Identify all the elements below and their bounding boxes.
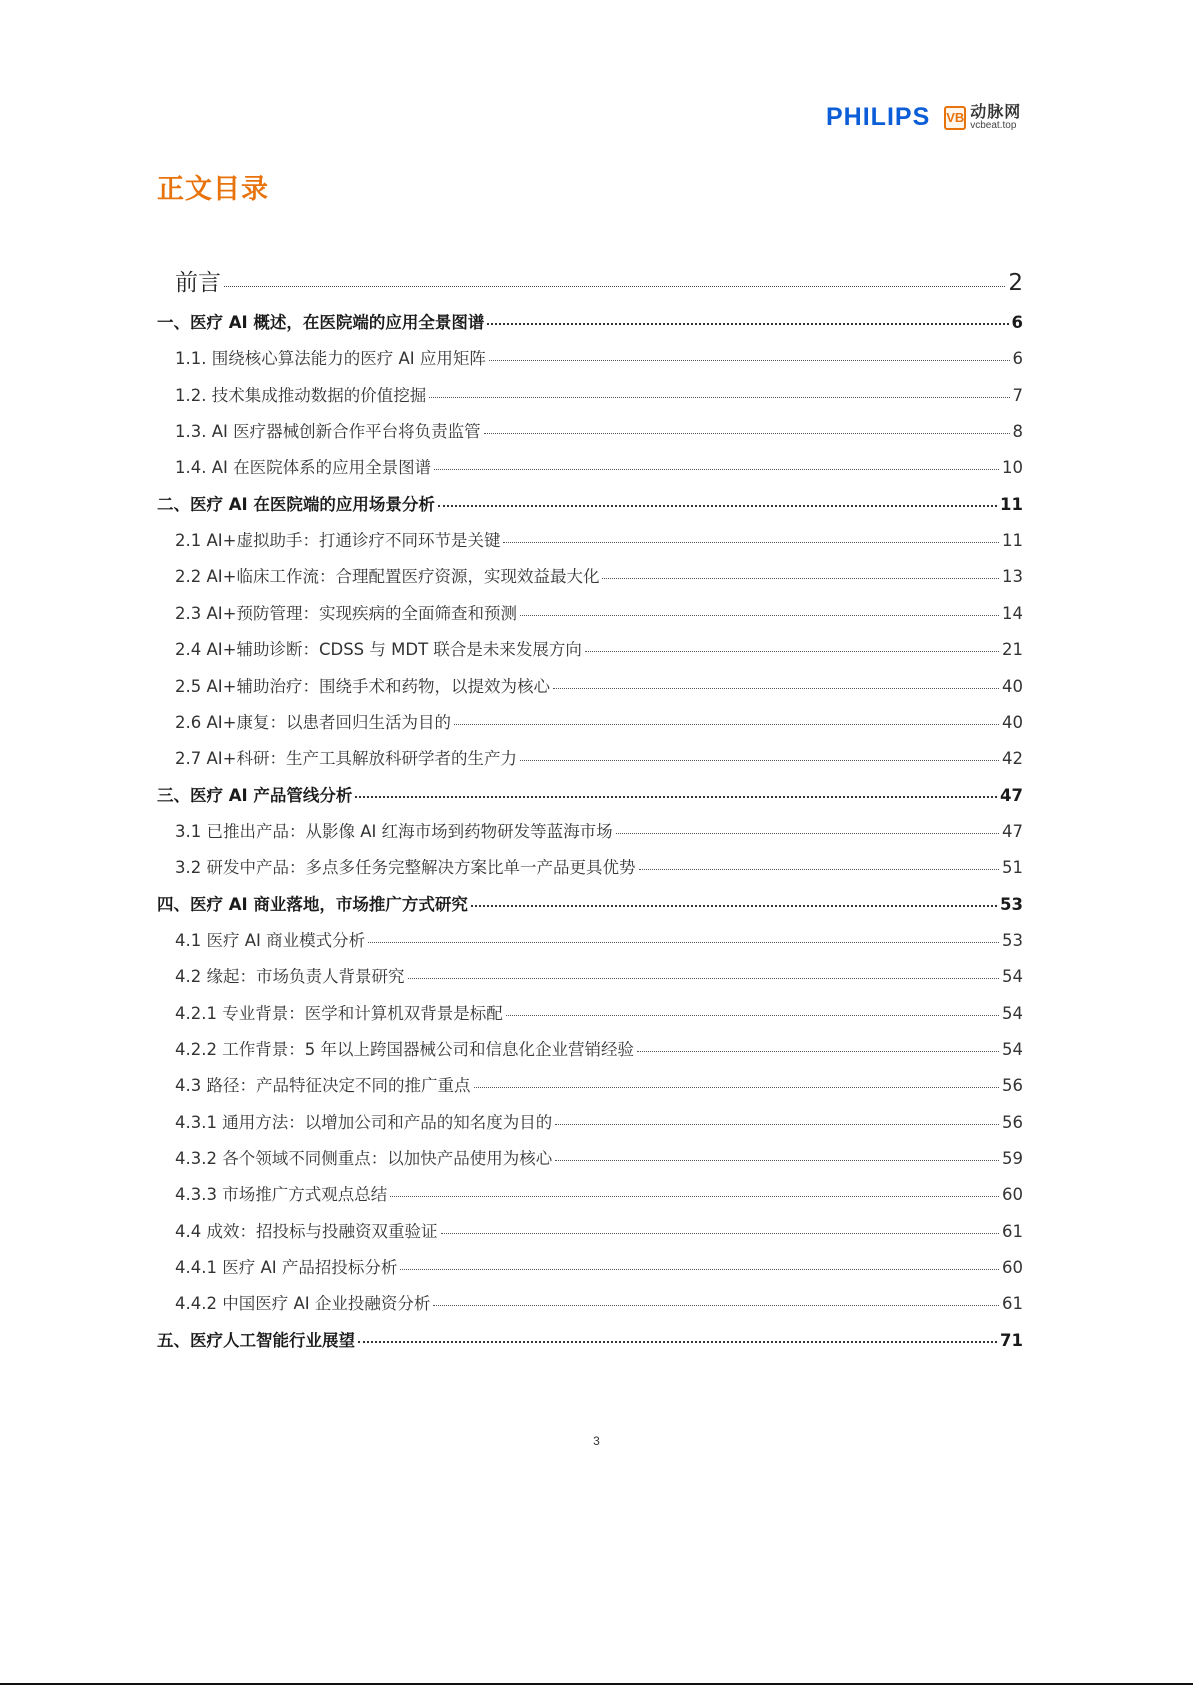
toc-entry-page: 2	[1008, 270, 1023, 296]
toc-dot-leader	[408, 978, 1000, 979]
toc-entry[interactable]	[175, 1290, 1023, 1314]
toc-entry[interactable]	[175, 1181, 1023, 1205]
vcbeat-url: vcbeat.top	[970, 120, 1017, 131]
toc-entry-page: 10	[1002, 458, 1023, 478]
toc-dot-leader	[555, 1124, 999, 1125]
toc-entry-page: 11	[1002, 531, 1023, 551]
toc-entry-label: 二、医疗 AI 在医院端的应用场景分析	[157, 494, 435, 514]
toc-dot-leader	[555, 1160, 999, 1161]
toc-entry-label: 4.3.2 各个领域不同侧重点：以加快产品使用为核心	[175, 1149, 553, 1169]
toc-entry[interactable]	[157, 491, 1023, 515]
toc-entry-label: 2.4 AI+辅助诊断：CDSS 与 MDT 联合是未来发展方向	[175, 640, 582, 660]
philips-logo: PHILIPS	[826, 103, 931, 131]
toc-entry-page: 11	[1000, 494, 1023, 514]
toc-entry[interactable]	[175, 345, 1023, 369]
vcbeat-name: 动脉网	[970, 102, 1022, 121]
vcbeat-logo-text	[970, 104, 1021, 131]
toc-dot-leader	[400, 1269, 999, 1270]
page-title: 正文目录	[157, 174, 269, 205]
toc-entry-label: 2.5 AI+辅助治疗：围绕手术和药物，以提效为核心	[175, 676, 550, 696]
toc-dot-leader	[471, 905, 997, 907]
toc-dot-leader	[503, 542, 999, 543]
toc-entry-page: 56	[1002, 1112, 1023, 1132]
toc-entry[interactable]	[175, 382, 1023, 406]
toc-entry-label: 1.3. AI 医疗器械创新合作平台将负责监管	[175, 422, 481, 442]
toc-entry-label: 4.4.1 医疗 AI 产品招投标分析	[175, 1258, 398, 1278]
toc-entry-label: 4.2 缘起：市场负责人背景研究	[175, 967, 405, 987]
toc-entry-label: 2.3 AI+预防管理：实现疾病的全面筛查和预测	[175, 603, 517, 623]
toc-dot-leader	[602, 578, 999, 579]
toc-dot-leader	[553, 688, 999, 689]
toc-entry-page: 54	[1002, 1040, 1023, 1059]
toc-entry[interactable]	[157, 891, 1023, 915]
toc-dot-leader	[368, 942, 999, 943]
toc-dot-leader	[520, 615, 999, 616]
toc-entry[interactable]	[175, 264, 1023, 297]
toc-entry[interactable]	[157, 1327, 1023, 1351]
toc-entry-page: 6	[1012, 349, 1023, 369]
toc-entry[interactable]	[175, 1254, 1023, 1278]
toc-dot-leader	[429, 397, 1009, 398]
header-logos	[826, 104, 1021, 131]
toc-entry[interactable]	[175, 454, 1023, 478]
toc-dot-leader	[358, 1341, 997, 1343]
toc-entry-page: 60	[1002, 1185, 1023, 1205]
toc-entry[interactable]	[175, 709, 1023, 733]
toc-entry[interactable]	[175, 927, 1023, 951]
toc-entry[interactable]	[175, 745, 1023, 769]
toc-entry[interactable]	[157, 782, 1023, 806]
toc-entry-page: 6	[1011, 313, 1023, 332]
toc-entry-label: 2.7 AI+科研：生产工具解放科研学者的生产力	[175, 749, 517, 769]
toc-entry-page: 54	[1002, 1003, 1023, 1023]
toc-entry-label: 4.2.1 专业背景：医学和计算机双背景是标配	[175, 1003, 503, 1023]
toc-entry-label: 五、医疗人工智能行业展望	[157, 1330, 355, 1350]
toc-dot-leader	[489, 360, 1010, 361]
toc-entry-page: 14	[1002, 603, 1023, 623]
toc-entry-page: 53	[1002, 930, 1023, 950]
toc-entry-label: 4.4.2 中国医疗 AI 企业投融资分析	[175, 1294, 431, 1314]
toc-entry[interactable]	[175, 1145, 1023, 1169]
toc-entry-page: 40	[1002, 676, 1023, 696]
toc-entry-label: 4.3 路径：产品特征决定不同的推广重点	[175, 1076, 471, 1096]
toc-entry[interactable]	[175, 854, 1023, 878]
toc-entry-page: 60	[1002, 1258, 1023, 1278]
toc-entry[interactable]	[175, 527, 1023, 551]
toc-entry[interactable]	[157, 309, 1023, 333]
toc-entry-label: 4.1 医疗 AI 商业模式分析	[175, 930, 366, 950]
toc-entry[interactable]	[175, 600, 1023, 624]
toc-entry-page: 47	[1002, 821, 1023, 841]
toc-entry-label: 2.6 AI+康复：以患者回归生活为目的	[175, 712, 451, 732]
toc-dot-leader	[484, 433, 1010, 434]
toc-entry-page: 7	[1012, 385, 1023, 405]
toc-dot-leader	[474, 1087, 1000, 1088]
toc-entry-page: 51	[1002, 858, 1023, 878]
toc-entry-label: 四、医疗 AI 商业落地，市场推广方式研究	[157, 894, 468, 914]
toc-dot-leader	[441, 1233, 1000, 1234]
toc-entry-page: 40	[1002, 712, 1023, 732]
toc-entry[interactable]	[175, 1072, 1023, 1096]
toc-dot-leader	[434, 469, 999, 470]
toc-dot-leader	[585, 651, 999, 652]
toc-entry-label: 2.2 AI+临床工作流：合理配置医疗资源，实现效益最大化	[175, 567, 600, 587]
toc-entry-label: 3.2 研发中产品：多点多任务完整解决方案比单一产品更具优势	[175, 858, 636, 878]
toc-dot-leader	[355, 796, 997, 798]
toc-entry-label: 1.1. 围绕核心算法能力的医疗 AI 应用矩阵	[175, 349, 486, 369]
toc-dot-leader	[438, 505, 997, 507]
toc-entry-page: 61	[1002, 1294, 1023, 1314]
toc-entry-label: 一、医疗 AI 概述，在医院端的应用全景图谱	[157, 313, 485, 332]
toc-entry-label: 4.2.2 工作背景：5 年以上跨国器械公司和信息化企业营销经验	[175, 1040, 634, 1059]
toc-entry[interactable]	[175, 818, 1023, 842]
toc-entry[interactable]	[175, 1218, 1023, 1242]
toc-entry-label: 2.1 AI+虚拟助手：打通诊疗不同环节是关键	[175, 531, 501, 551]
toc-entry-page: 42	[1002, 749, 1023, 769]
toc-entry[interactable]	[175, 673, 1023, 697]
toc-dot-leader	[520, 760, 999, 761]
toc-dot-leader	[616, 833, 999, 834]
toc-entry[interactable]	[175, 563, 1023, 587]
toc-entry-label: 4.4 成效：招投标与投融资双重验证	[175, 1221, 438, 1241]
toc-entry-page: 59	[1002, 1149, 1023, 1169]
toc-entry[interactable]	[175, 963, 1023, 987]
toc-dot-leader	[506, 1015, 999, 1016]
toc-entry[interactable]	[175, 1000, 1023, 1024]
toc-entry-label: 4.3.1 通用方法：以增加公司和产品的知名度为目的	[175, 1112, 553, 1132]
toc-dot-leader	[487, 323, 1008, 325]
toc-dot-leader	[454, 724, 999, 725]
vcbeat-logo	[944, 104, 1021, 131]
toc-entry-label: 三、医疗 AI 产品管线分析	[157, 785, 353, 805]
toc-dot-leader	[639, 869, 1000, 870]
toc-entry[interactable]	[175, 418, 1023, 442]
toc-entry-label: 前言	[175, 270, 221, 296]
toc-entry-page: 47	[1000, 785, 1023, 805]
toc-entry-label: 1.4. AI 在医院体系的应用全景图谱	[175, 458, 432, 478]
toc-entry-page: 53	[1000, 894, 1023, 914]
toc-entry-page: 61	[1002, 1221, 1023, 1241]
toc-entry-page: 13	[1002, 567, 1023, 587]
toc-entry[interactable]	[175, 1036, 1023, 1060]
vcbeat-logo-icon: VB	[944, 106, 966, 130]
toc-dot-leader	[637, 1051, 999, 1052]
page-number: 3	[593, 1434, 600, 1448]
toc-entry-label: 3.1 已推出产品：从影像 AI 红海市场到药物研发等蓝海市场	[175, 821, 613, 841]
toc-entry-page: 71	[1000, 1330, 1023, 1350]
toc-entry-label: 1.2. 技术集成推动数据的价值挖掘	[175, 385, 427, 405]
toc-entry-label: 4.3.3 市场推广方式观点总结	[175, 1185, 388, 1205]
toc-entry-page: 56	[1002, 1076, 1023, 1096]
toc-entry-page: 21	[1002, 640, 1023, 660]
toc-dot-leader	[433, 1305, 999, 1306]
toc-entry[interactable]	[175, 636, 1023, 660]
toc-entry[interactable]	[175, 1109, 1023, 1133]
toc-dot-leader	[390, 1196, 999, 1197]
toc-dot-leader	[224, 286, 1005, 287]
toc-entry-page: 54	[1002, 967, 1023, 987]
toc-entry-page: 8	[1012, 422, 1023, 442]
